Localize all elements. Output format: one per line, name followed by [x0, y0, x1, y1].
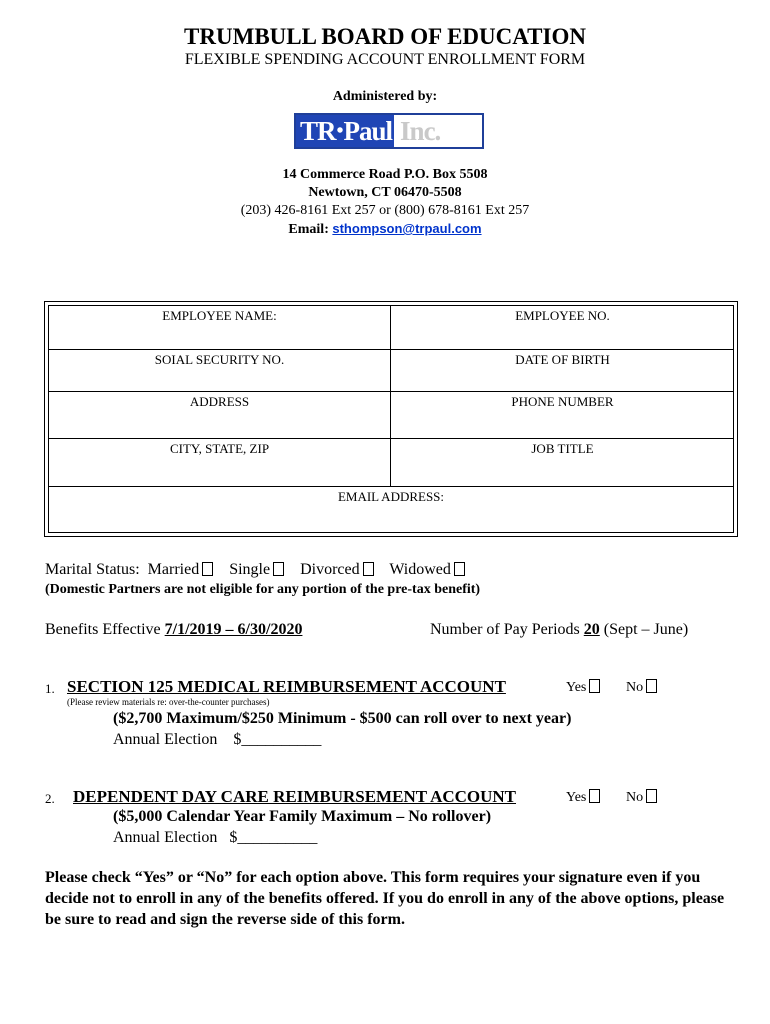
administered-by-label: Administered by: [332, 89, 438, 104]
employee-no-field[interactable]: EMPLOYEE NO. [515, 308, 610, 323]
section-1-no [626, 679, 657, 696]
table-divider [48, 438, 734, 439]
divorced-label: Divorced [300, 561, 360, 578]
logo-paul: Paul [343, 115, 393, 146]
benefits-effective-dates: 7/1/2019 – 6/30/2020 [164, 621, 303, 638]
single-label: Single [229, 561, 271, 578]
pay-periods-range: (Sept – June) [603, 621, 689, 638]
section-1-note: (Please review materials re: over-the-counter purchases) [67, 697, 270, 707]
section-1-yes [566, 679, 600, 696]
section-2-yes-checkbox[interactable] [589, 789, 600, 803]
section-1-limits: ($2,700 Maximum/$250 Minimum - $500 can roll over to next year) [113, 710, 572, 727]
marital-status-label: Marital Status: [45, 561, 140, 578]
email-link[interactable]: sthompson@trpaul.com [332, 221, 482, 236]
address-line-2: Newtown, CT 06470-5508 [308, 185, 462, 200]
marital-status-row [45, 561, 465, 579]
section-2-yes [566, 789, 600, 806]
address-field[interactable]: ADDRESS [189, 394, 250, 409]
section-1-no-checkbox[interactable] [646, 679, 657, 693]
employee-name-field[interactable]: EMPLOYEE NAME: [162, 308, 277, 323]
section-2-limits: ($5,000 Calendar Year Family Maximum – No rollover) [113, 808, 492, 825]
section-1-annual-election[interactable]: Annual Election $__________ [113, 731, 322, 748]
section-1-yes-checkbox[interactable] [589, 679, 600, 693]
trpaul-logo [294, 113, 484, 149]
pay-periods-value: 20 [583, 621, 600, 638]
section-2-annual-election[interactable]: Annual Election $__________ [113, 829, 318, 846]
domestic-partner-note: (Domestic Partners are not eligible for any portion of the pre-tax benefit) [45, 582, 481, 597]
email-address-field[interactable]: EMAIL ADDRESS: [337, 489, 445, 504]
table-divider [48, 391, 734, 392]
pay-periods [430, 621, 688, 639]
logo-mark [296, 115, 394, 147]
address-line-1: 14 Commerce Road P.O. Box 5508 [282, 167, 488, 182]
section-1-number: 1. [45, 681, 55, 696]
dob-field[interactable]: DATE OF BIRTH [515, 352, 610, 367]
table-divider [48, 486, 734, 487]
form-title: TRUMBULL BOARD OF EDUCATION [184, 24, 586, 49]
job-title-field[interactable]: JOB TITLE [531, 441, 594, 456]
section-1-no-label: No [626, 680, 644, 695]
email-label: Email: [288, 222, 329, 237]
table-divider [48, 349, 734, 350]
widowed-checkbox[interactable] [454, 562, 465, 576]
section-1-yes-label: Yes [566, 680, 587, 695]
married-checkbox[interactable] [202, 562, 213, 576]
city-state-zip-field[interactable]: CITY, STATE, ZIP [169, 441, 270, 456]
section-2-no-label: No [626, 790, 644, 805]
phone-line: (203) 426-8161 Ext 257 or (800) 678-8161 Ext 257 [240, 203, 530, 218]
section-2-yes-label: Yes [566, 790, 587, 805]
section-1-title: SECTION 125 MEDICAL REIMBURSEMENT ACCOUNT [67, 677, 506, 696]
section-2-no [626, 789, 657, 806]
pay-periods-label: Number of Pay Periods [430, 621, 580, 638]
phone-number-field[interactable]: PHONE NUMBER [511, 394, 614, 409]
married-label: Married [147, 561, 200, 578]
section-2-title: DEPENDENT DAY CARE REIMBURSEMENT ACCOUNT [73, 787, 517, 806]
signature-instructions: Please check “Yes” or “No” for each option above. This form requires your signature even if you decide not to enroll in any of the benefits offered. If you do enroll in any of the above options, please be sure to read and sign the reverse side of this form. [45, 869, 725, 928]
email-line [0, 221, 770, 238]
section-2-number: 2. [45, 791, 55, 806]
logo-dot: • [336, 119, 343, 142]
divorced-checkbox[interactable] [363, 562, 374, 576]
logo-tr: TR [300, 115, 336, 146]
section-2-no-checkbox[interactable] [646, 789, 657, 803]
benefits-effective [45, 621, 302, 639]
widowed-label: Widowed [389, 561, 451, 578]
single-checkbox[interactable] [273, 562, 284, 576]
ssn-field[interactable]: SOIAL SECURITY NO. [154, 352, 285, 367]
logo-inc: Inc. [400, 115, 441, 146]
benefits-effective-label: Benefits Effective [45, 621, 161, 638]
form-subtitle: FLEXIBLE SPENDING ACCOUNT ENROLLMENT FORM [184, 51, 586, 68]
